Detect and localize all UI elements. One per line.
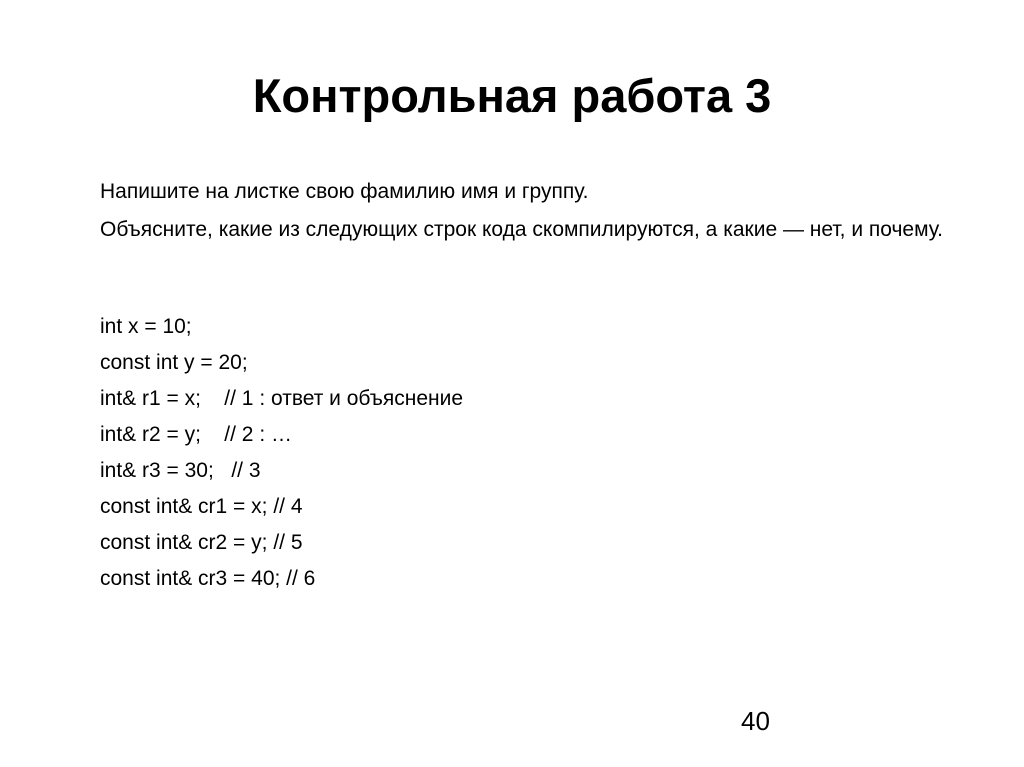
code-line: int x = 10; <box>100 315 192 338</box>
code-line: int& r2 = y; // 2 : … <box>100 423 292 446</box>
instruction-paragraph: Напишите на листке свою фамилию имя и группу. <box>100 180 589 203</box>
code-line: int& r3 = 30; // 3 <box>100 459 261 482</box>
code-line: const int y = 20; <box>100 351 248 374</box>
code-block <box>100 312 463 600</box>
code-line: const int& cr3 = 40; // 6 <box>100 567 316 590</box>
page-number: 40 <box>741 706 770 736</box>
code-line: const int& cr2 = y; // 5 <box>100 531 303 554</box>
task-paragraph: Объясните, какие из следующих строк кода скомпилируются, а какие — нет, и почему. <box>100 218 944 241</box>
code-line: const int& cr1 = x; // 4 <box>100 495 303 518</box>
slide-title: Контрольная работа 3 <box>252 69 772 122</box>
code-line: int& r1 = x; // 1 : ответ и объяснение <box>100 387 464 410</box>
